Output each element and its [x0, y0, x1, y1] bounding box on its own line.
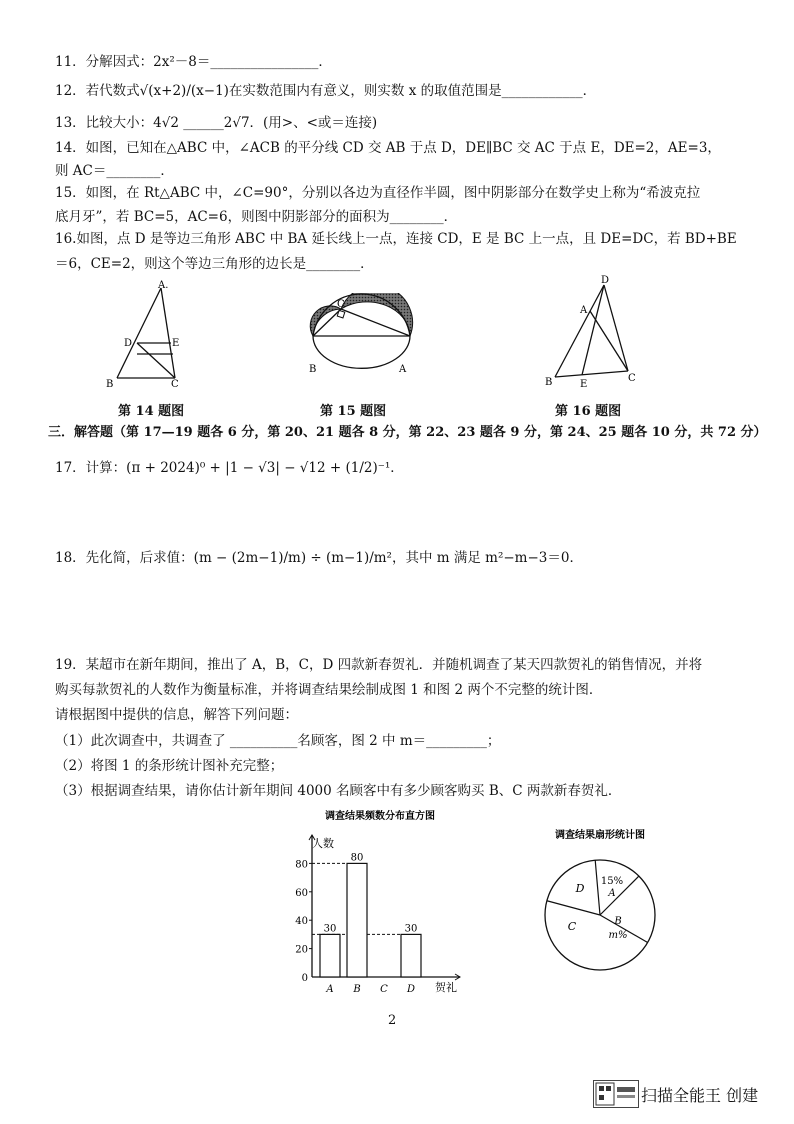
- figure-14: [95, 280, 195, 395]
- question-14-line2: 则 AC＝________．: [55, 163, 174, 179]
- bar-chart-ylabel: 人数: [312, 837, 334, 850]
- pie-slice-label: A: [608, 888, 616, 899]
- bar-value-label: 30: [404, 923, 418, 935]
- pie-slice-label: C: [567, 920, 577, 933]
- question-19-line1: 19．某超市在新年期间，推出了 A，B，C，D 四款新春贺礼．并随机调查了某天四款贺礼的销售情况，并将: [55, 657, 703, 673]
- question-19-part3: （3）根据调查结果，请你估计新年期间 4000 名顾客中有多少顾客购买 B、C 两款新春贺礼．: [55, 783, 622, 799]
- x-tick-label: C: [380, 984, 388, 995]
- figure-15-caption: 第 15 题图: [320, 404, 387, 419]
- pie-slice-value-label: m%: [608, 930, 628, 941]
- figure-14-caption: 第 14 题图: [118, 404, 185, 419]
- question-16-line1: 16.如图，点 D 是等边三角形 ABC 中 BA 延长线上一点，连接 CD，E 是 BC 上一点，且 DE=DC，若 BD+BE: [55, 231, 737, 247]
- question-19-line3: 请根据图中提供的信息，解答下列问题：: [55, 707, 298, 723]
- pie-chart-title: 调查结果扇形统计图: [555, 830, 645, 841]
- question-19-part1: （1）此次调查中，共调查了 __________名顾客，图 2 中 m＝_________；: [55, 733, 501, 749]
- svg-text:C: C: [628, 373, 636, 384]
- bar-value-label: 30: [323, 923, 337, 935]
- figure-15: [295, 293, 430, 378]
- bar-value-label: 80: [350, 852, 364, 864]
- page-number: 2: [388, 1013, 397, 1028]
- question-15-line1: 15．如图，在 Rt△ABC 中，∠C=90°，分别以各边为直径作半圆，图中阴影部分在数学史上称为“希波克拉: [55, 185, 701, 201]
- x-tick-label: A: [326, 984, 334, 995]
- question-14-line1: 14．如图，已知在△ABC 中，∠ACB 的平分线 CD 交 AB 于点 D，DE∥BC 交 AC 于点 E，DE=2，AE=3，: [55, 140, 721, 156]
- footer-text: 扫描全能王 创建: [641, 1086, 759, 1105]
- figure-16-caption: 第 16 题图: [555, 404, 622, 419]
- y-tick-label: 0: [301, 973, 308, 984]
- x-tick-label: B: [353, 984, 361, 995]
- svg-text:A: A: [399, 364, 407, 375]
- bar-chart: [280, 805, 480, 1000]
- svg-text:D: D: [124, 338, 133, 349]
- question-15-line2: 底月牙”，若 BC=5，AC=6，则图中阴影部分的面积为________．: [55, 209, 458, 225]
- svg-text:C: C: [337, 299, 345, 310]
- pie-slice-label: B: [614, 916, 622, 927]
- svg-text:D: D: [601, 275, 610, 286]
- section-3-heading: 三．解答题（第 17—19 题各 6 分，第 20、21 题各 8 分，第 22、23 题各 9 分，第 24、25 题各 10 分，共 72 分）: [48, 425, 767, 440]
- pie-slice-label: D: [575, 882, 585, 895]
- question-16-line2: ＝6，CE=2，则这个等边三角形的边长是________．: [55, 256, 374, 272]
- svg-text:E: E: [172, 338, 180, 349]
- question-11: 11．分解因式：2x²－8＝________________．: [55, 54, 332, 70]
- pie-slice-value-label: 15%: [600, 876, 624, 887]
- bar: [401, 934, 421, 977]
- bar: [347, 863, 367, 977]
- y-tick-label: 60: [295, 887, 308, 899]
- y-tick-label: 40: [295, 916, 308, 928]
- bar: [320, 934, 340, 977]
- question-19-line2: 购买每款贺礼的人数作为衡量标准，并将调查结果绘制成图 1 和图 2 两个不完整的统计图．: [55, 682, 603, 698]
- bar-chart-title: 调查结果频数分布直方图: [325, 811, 435, 822]
- svg-text:C: C: [171, 379, 179, 390]
- svg-text:B: B: [309, 364, 317, 375]
- camscanner-logo: [593, 1080, 639, 1108]
- svg-text:A: A: [580, 305, 588, 316]
- question-19-part2: （2）将图 1 的条形统计图补充完整；: [55, 758, 284, 774]
- question-18: 18．先化简，后求值：(m − (2m−1)/m) ÷ (m−1)/m²，其中 m 满足 m²−m−3＝0．: [55, 550, 583, 566]
- y-tick-label: 80: [295, 859, 308, 871]
- svg-text:E: E: [580, 379, 588, 388]
- pie-chart: [530, 820, 670, 990]
- svg-text:A.: A.: [158, 280, 169, 291]
- question-12: 12．若代数式√(x+2)/(x−1)在实数范围内有意义，则实数 x 的取值范围是____________．: [55, 83, 597, 99]
- x-tick-label: D: [406, 984, 416, 995]
- bar-chart-xlabel: 贺礼: [435, 981, 457, 994]
- question-13: 13．比较大小：4√2 ______2√7．(用>、<或＝连接): [55, 115, 378, 131]
- y-tick-label: 20: [295, 944, 308, 956]
- svg-text:B: B: [106, 379, 114, 390]
- svg-text:B: B: [545, 377, 553, 388]
- question-17: 17．计算：(π + 2024)⁰ + |1 − √3| − √12 + (1/2)⁻¹．: [55, 460, 404, 476]
- figure-16: [540, 273, 650, 388]
